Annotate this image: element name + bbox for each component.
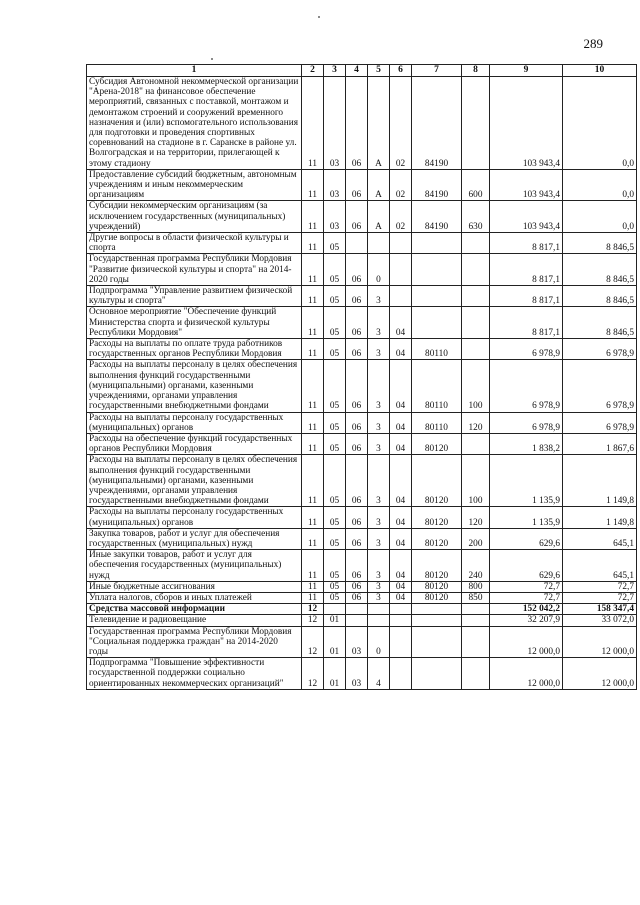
- table-row: [87, 339, 637, 360]
- row-c9-cell: 6 978,9: [490, 412, 563, 433]
- row-c2-cell: 11: [302, 307, 324, 339]
- row-c4-cell: 06: [346, 360, 368, 412]
- table-row: [87, 455, 637, 507]
- row-c10-cell: 6 978,9: [563, 412, 637, 433]
- row-c7-cell: 84190: [412, 77, 462, 170]
- row-c2-cell: 11: [302, 507, 324, 528]
- row-c7-cell: [412, 254, 462, 286]
- table-row: [87, 528, 637, 549]
- column-header: 2: [302, 65, 324, 77]
- row-c10-cell: 12 000,0: [563, 626, 637, 658]
- row-c6-cell: [390, 254, 412, 286]
- row-c6-cell: 04: [390, 339, 412, 360]
- row-c9-cell: 6 978,9: [490, 339, 563, 360]
- table-row: [87, 626, 637, 658]
- column-header: 8: [462, 65, 490, 77]
- row-c6-cell: [390, 626, 412, 658]
- row-c4-cell: 06: [346, 581, 368, 592]
- row-c4-cell: 06: [346, 201, 368, 233]
- row-c7-cell: 80110: [412, 339, 462, 360]
- row-c9-cell: 32 207,9: [490, 615, 563, 626]
- row-c9-cell: 8 817,1: [490, 233, 563, 254]
- row-c2-cell: 11: [302, 169, 324, 201]
- table-row: [87, 77, 637, 170]
- row-c2-cell: 11: [302, 233, 324, 254]
- row-c6-cell: 04: [390, 433, 412, 454]
- row-c4-cell: 03: [346, 626, 368, 658]
- row-c6-cell: [390, 286, 412, 307]
- row-name-cell: Закупка товаров, работ и услуг для обеспечения государственных (муниципальных) нужд: [87, 528, 302, 549]
- row-c5-cell: 3: [368, 286, 390, 307]
- row-c7-cell: [412, 233, 462, 254]
- row-c5-cell: А: [368, 169, 390, 201]
- table-body: [87, 77, 637, 690]
- row-c3-cell: 05: [324, 433, 346, 454]
- row-c6-cell: 04: [390, 592, 412, 603]
- table-row: [87, 169, 637, 201]
- row-name-cell: Расходы на выплаты персоналу в целях обеспечения выполнения функций государственными (муниципальными) органами, казенными учреждениями, органами управления государственными внебюджетными фондами: [87, 455, 302, 507]
- page-number: 289: [583, 36, 603, 51]
- row-c6-cell: 04: [390, 360, 412, 412]
- row-name-cell: Субсидии некоммерческим организациям (за исключением государственных (муниципальных) учреждений): [87, 201, 302, 233]
- column-header: 9: [490, 65, 563, 77]
- row-c7-cell: 80120: [412, 581, 462, 592]
- row-c5-cell: [368, 233, 390, 254]
- row-name-cell: Средства массовой информации: [87, 604, 302, 615]
- row-c5-cell: 3: [368, 433, 390, 454]
- table-row: [87, 507, 637, 528]
- row-name-cell: Субсидия Автономной некоммерческой организации "Арена-2018" на финансовое обеспечение мероприятий, связанных с поставкой, монтажом и демонтажом строений и сооружений временного назначения и (или) вспомогательного использования для подготовки и проведения спортивных соревнований на стадионе в г. Саранске в районе ул. Волгоградская и на территории, прилегающей к этому стадиону: [87, 77, 302, 170]
- row-c6-cell: [390, 233, 412, 254]
- row-c2-cell: 11: [302, 550, 324, 582]
- row-c3-cell: [324, 604, 346, 615]
- row-c5-cell: 3: [368, 507, 390, 528]
- row-c7-cell: 80110: [412, 412, 462, 433]
- row-c9-cell: 103 943,4: [490, 169, 563, 201]
- row-name-cell: Иные бюджетные ассигнования: [87, 581, 302, 592]
- row-c3-cell: 05: [324, 528, 346, 549]
- row-c7-cell: [412, 658, 462, 690]
- row-c2-cell: 12: [302, 658, 324, 690]
- row-c8-cell: 200: [462, 528, 490, 549]
- row-c8-cell: [462, 254, 490, 286]
- row-c2-cell: 11: [302, 592, 324, 603]
- row-c2-cell: 11: [302, 433, 324, 454]
- row-c10-cell: 0,0: [563, 201, 637, 233]
- row-c9-cell: 6 978,9: [490, 360, 563, 412]
- row-c6-cell: 02: [390, 77, 412, 170]
- row-c6-cell: [390, 615, 412, 626]
- row-c3-cell: 05: [324, 360, 346, 412]
- row-c8-cell: [462, 433, 490, 454]
- row-c2-cell: 12: [302, 604, 324, 615]
- row-c9-cell: 12 000,0: [490, 658, 563, 690]
- row-c7-cell: [412, 604, 462, 615]
- table-row: [87, 550, 637, 582]
- row-c10-cell: 8 846,5: [563, 286, 637, 307]
- row-c4-cell: 06: [346, 339, 368, 360]
- column-header: 10: [563, 65, 637, 77]
- row-c8-cell: [462, 626, 490, 658]
- row-name-cell: Другие вопросы в области физической культуры и спорта: [87, 233, 302, 254]
- row-c8-cell: 600: [462, 169, 490, 201]
- row-c2-cell: 11: [302, 77, 324, 170]
- row-c3-cell: 03: [324, 201, 346, 233]
- row-c8-cell: [462, 77, 490, 170]
- row-c8-cell: [462, 286, 490, 307]
- row-c4-cell: [346, 233, 368, 254]
- row-c4-cell: 06: [346, 307, 368, 339]
- row-c2-cell: 11: [302, 201, 324, 233]
- row-c9-cell: 8 817,1: [490, 254, 563, 286]
- row-c10-cell: 1 149,8: [563, 455, 637, 507]
- row-c7-cell: [412, 626, 462, 658]
- row-c9-cell: 8 817,1: [490, 307, 563, 339]
- row-c9-cell: 629,6: [490, 528, 563, 549]
- row-c5-cell: 3: [368, 455, 390, 507]
- row-c7-cell: [412, 307, 462, 339]
- row-c7-cell: 80120: [412, 550, 462, 582]
- row-c8-cell: 850: [462, 592, 490, 603]
- row-name-cell: Основное мероприятие "Обеспечение функций Министерства спорта и физической культуры Республики Мордовия": [87, 307, 302, 339]
- row-c8-cell: 800: [462, 581, 490, 592]
- row-c8-cell: 240: [462, 550, 490, 582]
- row-c10-cell: 645,1: [563, 550, 637, 582]
- row-c3-cell: 05: [324, 550, 346, 582]
- row-name-cell: Предоставление субсидий бюджетным, автономным учреждениям и иным некоммерческим организациям: [87, 169, 302, 201]
- row-c8-cell: [462, 233, 490, 254]
- column-header: 3: [324, 65, 346, 77]
- row-c10-cell: 6 978,9: [563, 339, 637, 360]
- row-c10-cell: 158 347,4: [563, 604, 637, 615]
- row-c10-cell: 6 978,9: [563, 360, 637, 412]
- row-c5-cell: 3: [368, 339, 390, 360]
- row-c4-cell: 06: [346, 528, 368, 549]
- row-c6-cell: [390, 658, 412, 690]
- row-name-cell: Подпрограмма "Управление развитием физической культуры и спорта": [87, 286, 302, 307]
- row-c4-cell: [346, 604, 368, 615]
- row-c3-cell: 05: [324, 233, 346, 254]
- row-c4-cell: 06: [346, 507, 368, 528]
- row-c2-cell: 11: [302, 254, 324, 286]
- row-c10-cell: 8 846,5: [563, 307, 637, 339]
- row-c5-cell: 0: [368, 626, 390, 658]
- row-c9-cell: 103 943,4: [490, 201, 563, 233]
- row-c5-cell: А: [368, 77, 390, 170]
- row-c4-cell: 06: [346, 254, 368, 286]
- row-c3-cell: 05: [324, 286, 346, 307]
- row-name-cell: Расходы на выплаты по оплате труда работников государственных органов Республики Мордовия: [87, 339, 302, 360]
- row-c10-cell: 1 149,8: [563, 507, 637, 528]
- table-row: [87, 604, 637, 615]
- table-row: [87, 412, 637, 433]
- row-c9-cell: 1 135,9: [490, 507, 563, 528]
- row-c10-cell: 0,0: [563, 77, 637, 170]
- row-c8-cell: [462, 307, 490, 339]
- row-c8-cell: 100: [462, 360, 490, 412]
- row-c2-cell: 11: [302, 360, 324, 412]
- row-c5-cell: 3: [368, 550, 390, 582]
- row-c9-cell: 12 000,0: [490, 626, 563, 658]
- row-c6-cell: 04: [390, 455, 412, 507]
- column-header: 4: [346, 65, 368, 77]
- row-name-cell: Государственная программа Республики Мордовия "Социальная поддержка граждан" на 2014-2020 годы: [87, 626, 302, 658]
- row-c6-cell: 04: [390, 307, 412, 339]
- row-c10-cell: 72,7: [563, 581, 637, 592]
- row-c4-cell: 06: [346, 550, 368, 582]
- row-c6-cell: 04: [390, 507, 412, 528]
- row-c3-cell: 01: [324, 658, 346, 690]
- column-header: 6: [390, 65, 412, 77]
- row-name-cell: Государственная программа Республики Мордовия "Развитие физической культуры и спорта" на 2014-2020 годы: [87, 254, 302, 286]
- row-c4-cell: 06: [346, 286, 368, 307]
- row-c3-cell: 01: [324, 615, 346, 626]
- table-row: [87, 592, 637, 603]
- row-c10-cell: 8 846,5: [563, 254, 637, 286]
- row-c4-cell: 06: [346, 169, 368, 201]
- row-c4-cell: 03: [346, 658, 368, 690]
- row-c10-cell: 33 072,0: [563, 615, 637, 626]
- row-c10-cell: 1 867,6: [563, 433, 637, 454]
- row-c9-cell: 1 838,2: [490, 433, 563, 454]
- row-c7-cell: 80120: [412, 507, 462, 528]
- row-c5-cell: 3: [368, 307, 390, 339]
- table-row: [87, 201, 637, 233]
- row-c7-cell: 80120: [412, 433, 462, 454]
- row-c4-cell: 06: [346, 455, 368, 507]
- row-c3-cell: 01: [324, 626, 346, 658]
- budget-table: [86, 64, 637, 690]
- row-c5-cell: 3: [368, 592, 390, 603]
- row-c10-cell: 645,1: [563, 528, 637, 549]
- row-c10-cell: 8 846,5: [563, 233, 637, 254]
- table-row: [87, 581, 637, 592]
- row-name-cell: Иные закупки товаров, работ и услуг для обеспечения государственных (муниципальных) нужд: [87, 550, 302, 582]
- row-c7-cell: 84190: [412, 169, 462, 201]
- row-c8-cell: 120: [462, 412, 490, 433]
- row-c5-cell: 3: [368, 581, 390, 592]
- row-c3-cell: 05: [324, 592, 346, 603]
- row-c4-cell: 06: [346, 412, 368, 433]
- row-c7-cell: [412, 286, 462, 307]
- row-c7-cell: 80120: [412, 592, 462, 603]
- row-c2-cell: 12: [302, 615, 324, 626]
- row-c4-cell: 06: [346, 592, 368, 603]
- table-header-row: [87, 65, 637, 77]
- row-c9-cell: 152 042,2: [490, 604, 563, 615]
- row-c3-cell: 05: [324, 455, 346, 507]
- table-row: [87, 233, 637, 254]
- row-c8-cell: 100: [462, 455, 490, 507]
- row-c6-cell: 02: [390, 169, 412, 201]
- table-row: [87, 254, 637, 286]
- row-c4-cell: 06: [346, 433, 368, 454]
- row-name-cell: Подпрограмма "Повышение эффективности государственной поддержки социально ориентированных некоммерческих организаций": [87, 658, 302, 690]
- row-c5-cell: 3: [368, 528, 390, 549]
- row-c7-cell: 80110: [412, 360, 462, 412]
- table-row: [87, 615, 637, 626]
- row-c2-cell: 11: [302, 528, 324, 549]
- row-name-cell: Расходы на выплаты персоналу государственных (муниципальных) органов: [87, 412, 302, 433]
- row-c5-cell: А: [368, 201, 390, 233]
- row-c6-cell: 04: [390, 412, 412, 433]
- row-name-cell: Уплата налогов, сборов и иных платежей: [87, 592, 302, 603]
- table-row: [87, 433, 637, 454]
- row-c6-cell: 04: [390, 528, 412, 549]
- row-c5-cell: 3: [368, 412, 390, 433]
- row-c10-cell: 0,0: [563, 169, 637, 201]
- row-c9-cell: 72,7: [490, 581, 563, 592]
- table-row: [87, 286, 637, 307]
- row-c8-cell: [462, 615, 490, 626]
- row-c9-cell: 1 135,9: [490, 455, 563, 507]
- row-c7-cell: 80120: [412, 455, 462, 507]
- scan-speck: [318, 16, 320, 18]
- row-c3-cell: 03: [324, 169, 346, 201]
- scan-speck: [211, 58, 213, 60]
- row-c9-cell: 103 943,4: [490, 77, 563, 170]
- row-c8-cell: 630: [462, 201, 490, 233]
- row-c10-cell: 72,7: [563, 592, 637, 603]
- row-c8-cell: 120: [462, 507, 490, 528]
- row-c7-cell: 80120: [412, 528, 462, 549]
- row-c5-cell: 0: [368, 254, 390, 286]
- row-c7-cell: 84190: [412, 201, 462, 233]
- row-c6-cell: 04: [390, 581, 412, 592]
- row-c2-cell: 11: [302, 412, 324, 433]
- row-c9-cell: 629,6: [490, 550, 563, 582]
- row-c5-cell: [368, 604, 390, 615]
- row-c6-cell: [390, 604, 412, 615]
- row-c6-cell: 04: [390, 550, 412, 582]
- table-row: [87, 658, 637, 690]
- row-c9-cell: 72,7: [490, 592, 563, 603]
- table-row: [87, 360, 637, 412]
- row-c3-cell: 03: [324, 77, 346, 170]
- row-c5-cell: [368, 615, 390, 626]
- row-c8-cell: [462, 658, 490, 690]
- column-header: 1: [87, 65, 302, 77]
- column-header: 7: [412, 65, 462, 77]
- row-name-cell: Расходы на обеспечение функций государственных органов Республики Мордовия: [87, 433, 302, 454]
- row-c2-cell: 11: [302, 286, 324, 307]
- row-c5-cell: 4: [368, 658, 390, 690]
- row-c3-cell: 05: [324, 254, 346, 286]
- row-c3-cell: 05: [324, 507, 346, 528]
- row-c6-cell: 02: [390, 201, 412, 233]
- row-c2-cell: 11: [302, 455, 324, 507]
- row-c4-cell: [346, 615, 368, 626]
- row-c8-cell: [462, 604, 490, 615]
- row-name-cell: Расходы на выплаты персоналу в целях обеспечения выполнения функций государственными (муниципальными) органами, казенными учреждениями, органами управления государственными внебюджетными фондами: [87, 360, 302, 412]
- row-c4-cell: 06: [346, 77, 368, 170]
- row-c3-cell: 05: [324, 307, 346, 339]
- row-c3-cell: 05: [324, 412, 346, 433]
- row-c5-cell: 3: [368, 360, 390, 412]
- row-c2-cell: 12: [302, 626, 324, 658]
- table-row: [87, 307, 637, 339]
- row-c3-cell: 05: [324, 339, 346, 360]
- column-header: 5: [368, 65, 390, 77]
- row-name-cell: Расходы на выплаты персоналу государственных (муниципальных) органов: [87, 507, 302, 528]
- row-c7-cell: [412, 615, 462, 626]
- row-c2-cell: 11: [302, 339, 324, 360]
- row-c9-cell: 8 817,1: [490, 286, 563, 307]
- row-c10-cell: 12 000,0: [563, 658, 637, 690]
- row-name-cell: Телевидение и радиовещание: [87, 615, 302, 626]
- row-c8-cell: [462, 339, 490, 360]
- row-c2-cell: 11: [302, 581, 324, 592]
- row-c3-cell: 05: [324, 581, 346, 592]
